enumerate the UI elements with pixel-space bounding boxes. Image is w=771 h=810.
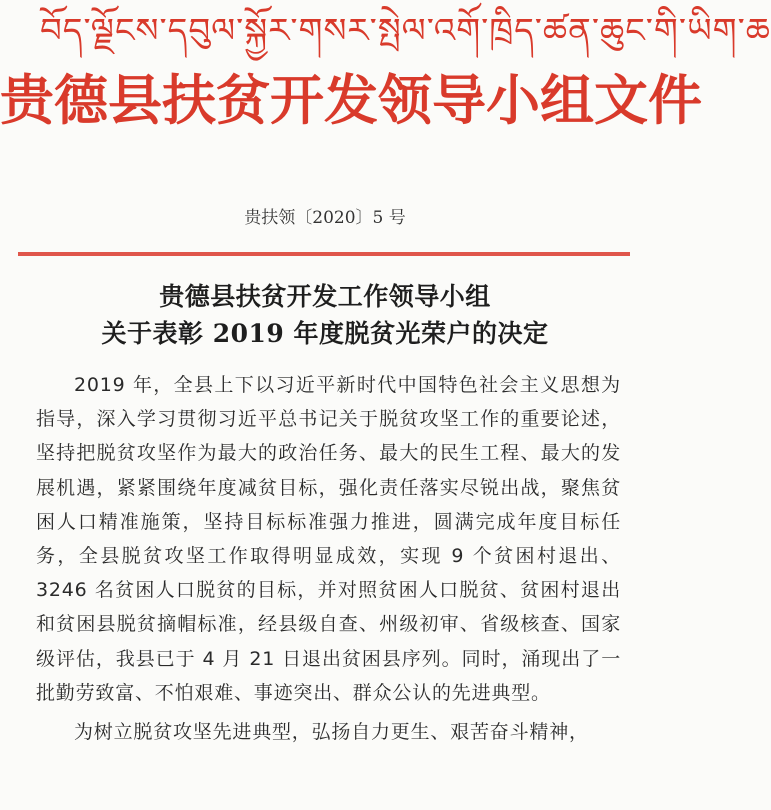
paragraph-1: 2019 年，全县上下以习近平新时代中国特色社会主义思想为指导，深入学习贯彻习近平总书记关于脱贫攻坚工作的重要论述，坚持把脱贫攻坚作为最大的政治任务、最大的民生工程、最大的发展机遇，紧紧围绕年度减贫目标，强化责任落实尽锐出战，聚焦贫困人口精准施策，坚持目标标准强力推进，圆满完成年度目标任务，全县脱贫攻坚工作取得明显成效，实现 9 个贫困村退出、3246 名贫困人口脱贫的目标，并对照贫困人口脱贫、贫困村退出和贫困县脱贫摘帽标准，经县级自查、州级初审、省级核查、国家级评估，我县已于 4 月 21 日退出贫困县序列。同时，涌现出了一批勤劳致富、不怕艰难、事迹突出、群众公认的先进典型。 <box>36 374 621 704</box>
red-divider <box>18 252 630 256</box>
letterhead-tibetan: བོད་ལྗོངས་དབུལ་སྐྱོར་གསར་སྤེལ་འགོ་ཁྲིད་ཚན་ཆུང་གི་ཡིག་ཆ <box>40 11 771 51</box>
letterhead-title: 贵德县扶贫开发领导小组文件 <box>0 68 702 132</box>
document-number: 贵扶领〔2020〕5 号 <box>244 208 406 228</box>
document-title-line1: 贵德县扶贫开发工作领导小组 <box>159 282 491 311</box>
paragraph-2: 为树立脱贫攻坚先进典型，弘扬自力更生、艰苦奋斗精神， <box>74 721 589 744</box>
document-body <box>36 368 621 749</box>
document-title-line2: 关于表彰 2019 年度脱贫光荣户的决定 <box>101 319 549 348</box>
